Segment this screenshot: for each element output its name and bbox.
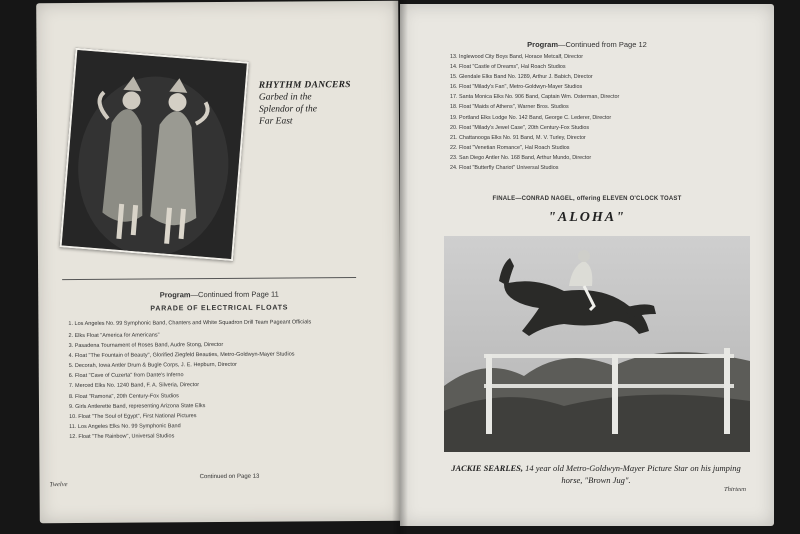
list-item: 13. Inglewood City Boys Band, Horace Metcalf, Director <box>450 54 584 60</box>
dancers-caption-line: Far East <box>258 116 293 127</box>
program-heading-text: Program <box>159 290 191 300</box>
list-item: 23. San Diego Antler No. 168 Band, Arthur Mundo, Director <box>450 154 592 161</box>
list-item: 20. Float "Milady's Jewel Case", 20th Century-Fox Studios <box>450 124 590 131</box>
page-folio-left: Twelve <box>49 481 68 489</box>
list-item: 14. Float "Castle of Dreams", Hal Roach Studios <box>450 64 566 71</box>
list-item: 24. Float "Butterfly Chariot" Universal Studios <box>450 165 559 172</box>
dancers-caption <box>259 79 379 128</box>
left-page <box>36 1 402 524</box>
continued-on-note: Continued on Page 13 <box>199 473 260 481</box>
book-gutter <box>392 0 408 534</box>
list-item: 2. Elks Float "America for Americans" <box>68 332 160 340</box>
dancers-caption-title: RHYTHM DANCERS <box>258 80 351 91</box>
caption-line: 14 year old Metro-Goldwyn-Mayer Picture Star on his jumping <box>523 463 741 473</box>
program-continued-text: —Continued from Page 11 <box>190 289 279 300</box>
divider-rule <box>62 277 356 280</box>
list-item: 18. Float "Maids of Athens", Warner Bros. Studios <box>450 104 569 111</box>
list-item: 10. Float "The Soul of Egypt", First National Pictures <box>69 412 197 420</box>
caption-star-name: JACKIE SEARLES, <box>451 463 524 473</box>
horse-photo-caption <box>430 462 762 486</box>
list-item: 4. Float "The Fountain of Beauty", Glorified Ziegfeld Beauties, Metro-Goldwyn-Mayer Studios <box>68 351 295 360</box>
caption-line: horse, "Brown Jug". <box>561 475 631 485</box>
right-page <box>400 4 774 526</box>
dancers-illustration <box>62 50 247 259</box>
program-heading <box>38 289 400 301</box>
page-folio-right: Thirteen <box>724 486 747 493</box>
list-item: 1. Los Angeles No. 99 Symphonic Band, Chanters and White Squadron Drill Team Pageant Officials <box>68 319 312 328</box>
list-item: 19. Portland Elks Lodge No. 142 Band, George C. Lederer, Director <box>450 114 612 121</box>
list-item: 11. Los Angeles Elks No. 99 Symphonic Band <box>69 423 181 430</box>
list-item: 21. Chattanooga Elks No. 91 Band, M. V. Turley, Director <box>450 134 586 141</box>
program-list-right <box>450 52 750 173</box>
horse-jump-photo <box>444 236 750 452</box>
rhythm-dancers-photo <box>60 48 249 261</box>
list-item: 3. Pasadena Tournament of Roses Band, Audre Stong, Director <box>68 342 224 350</box>
program-continued-text: —Continued from Page 12 <box>558 40 647 49</box>
dancers-caption-line: Splendor of the <box>258 104 318 115</box>
list-item: 17. Santa Monica Elks No. 906 Band, Captain Wm. Osterman, Director <box>450 94 620 101</box>
list-item: 7. Merced Elks No. 1240 Band, F. A. Silveria, Director <box>68 382 200 390</box>
list-item: 22. Float "Venetian Romance", Hal Roach Studios <box>450 144 570 151</box>
horse-jump-illustration <box>444 236 750 452</box>
section-title: PARADE OF ELECTRICAL FLOATS <box>150 304 289 313</box>
program-list-left <box>68 319 339 442</box>
finale-line: FINALE—CONRAD NAGEL, offering ELEVEN O'CLOCK TOAST <box>492 196 682 202</box>
program-heading <box>400 40 774 49</box>
list-item: 15. Glendale Elks Band No. 1289, Arthur J. Babich, Director <box>450 74 593 81</box>
list-item: 6. Float "Cave of Cuzerta" from Dante's Inferno <box>68 372 184 380</box>
program-heading-text: Program <box>527 40 559 49</box>
list-item: 12. Float "The Rainbow", Universal Studios <box>69 433 175 440</box>
list-item: 9. Girls Antlerette Band, representing Arizona State Elks <box>68 402 206 410</box>
list-item: 16. Float "Milady's Fan", Metro-Goldwyn-Mayer Studios <box>450 84 583 91</box>
dancers-caption-line: Garbed in the <box>258 92 312 103</box>
list-item: 5. Decorah, Iowa Antler Drum & Bugle Corps, J. E. Hepburn, Director <box>68 362 237 370</box>
aloha-title: "ALOHA" <box>548 210 626 225</box>
list-item: 8. Float "Ramona", 20th Century-Fox Studios <box>68 392 179 400</box>
